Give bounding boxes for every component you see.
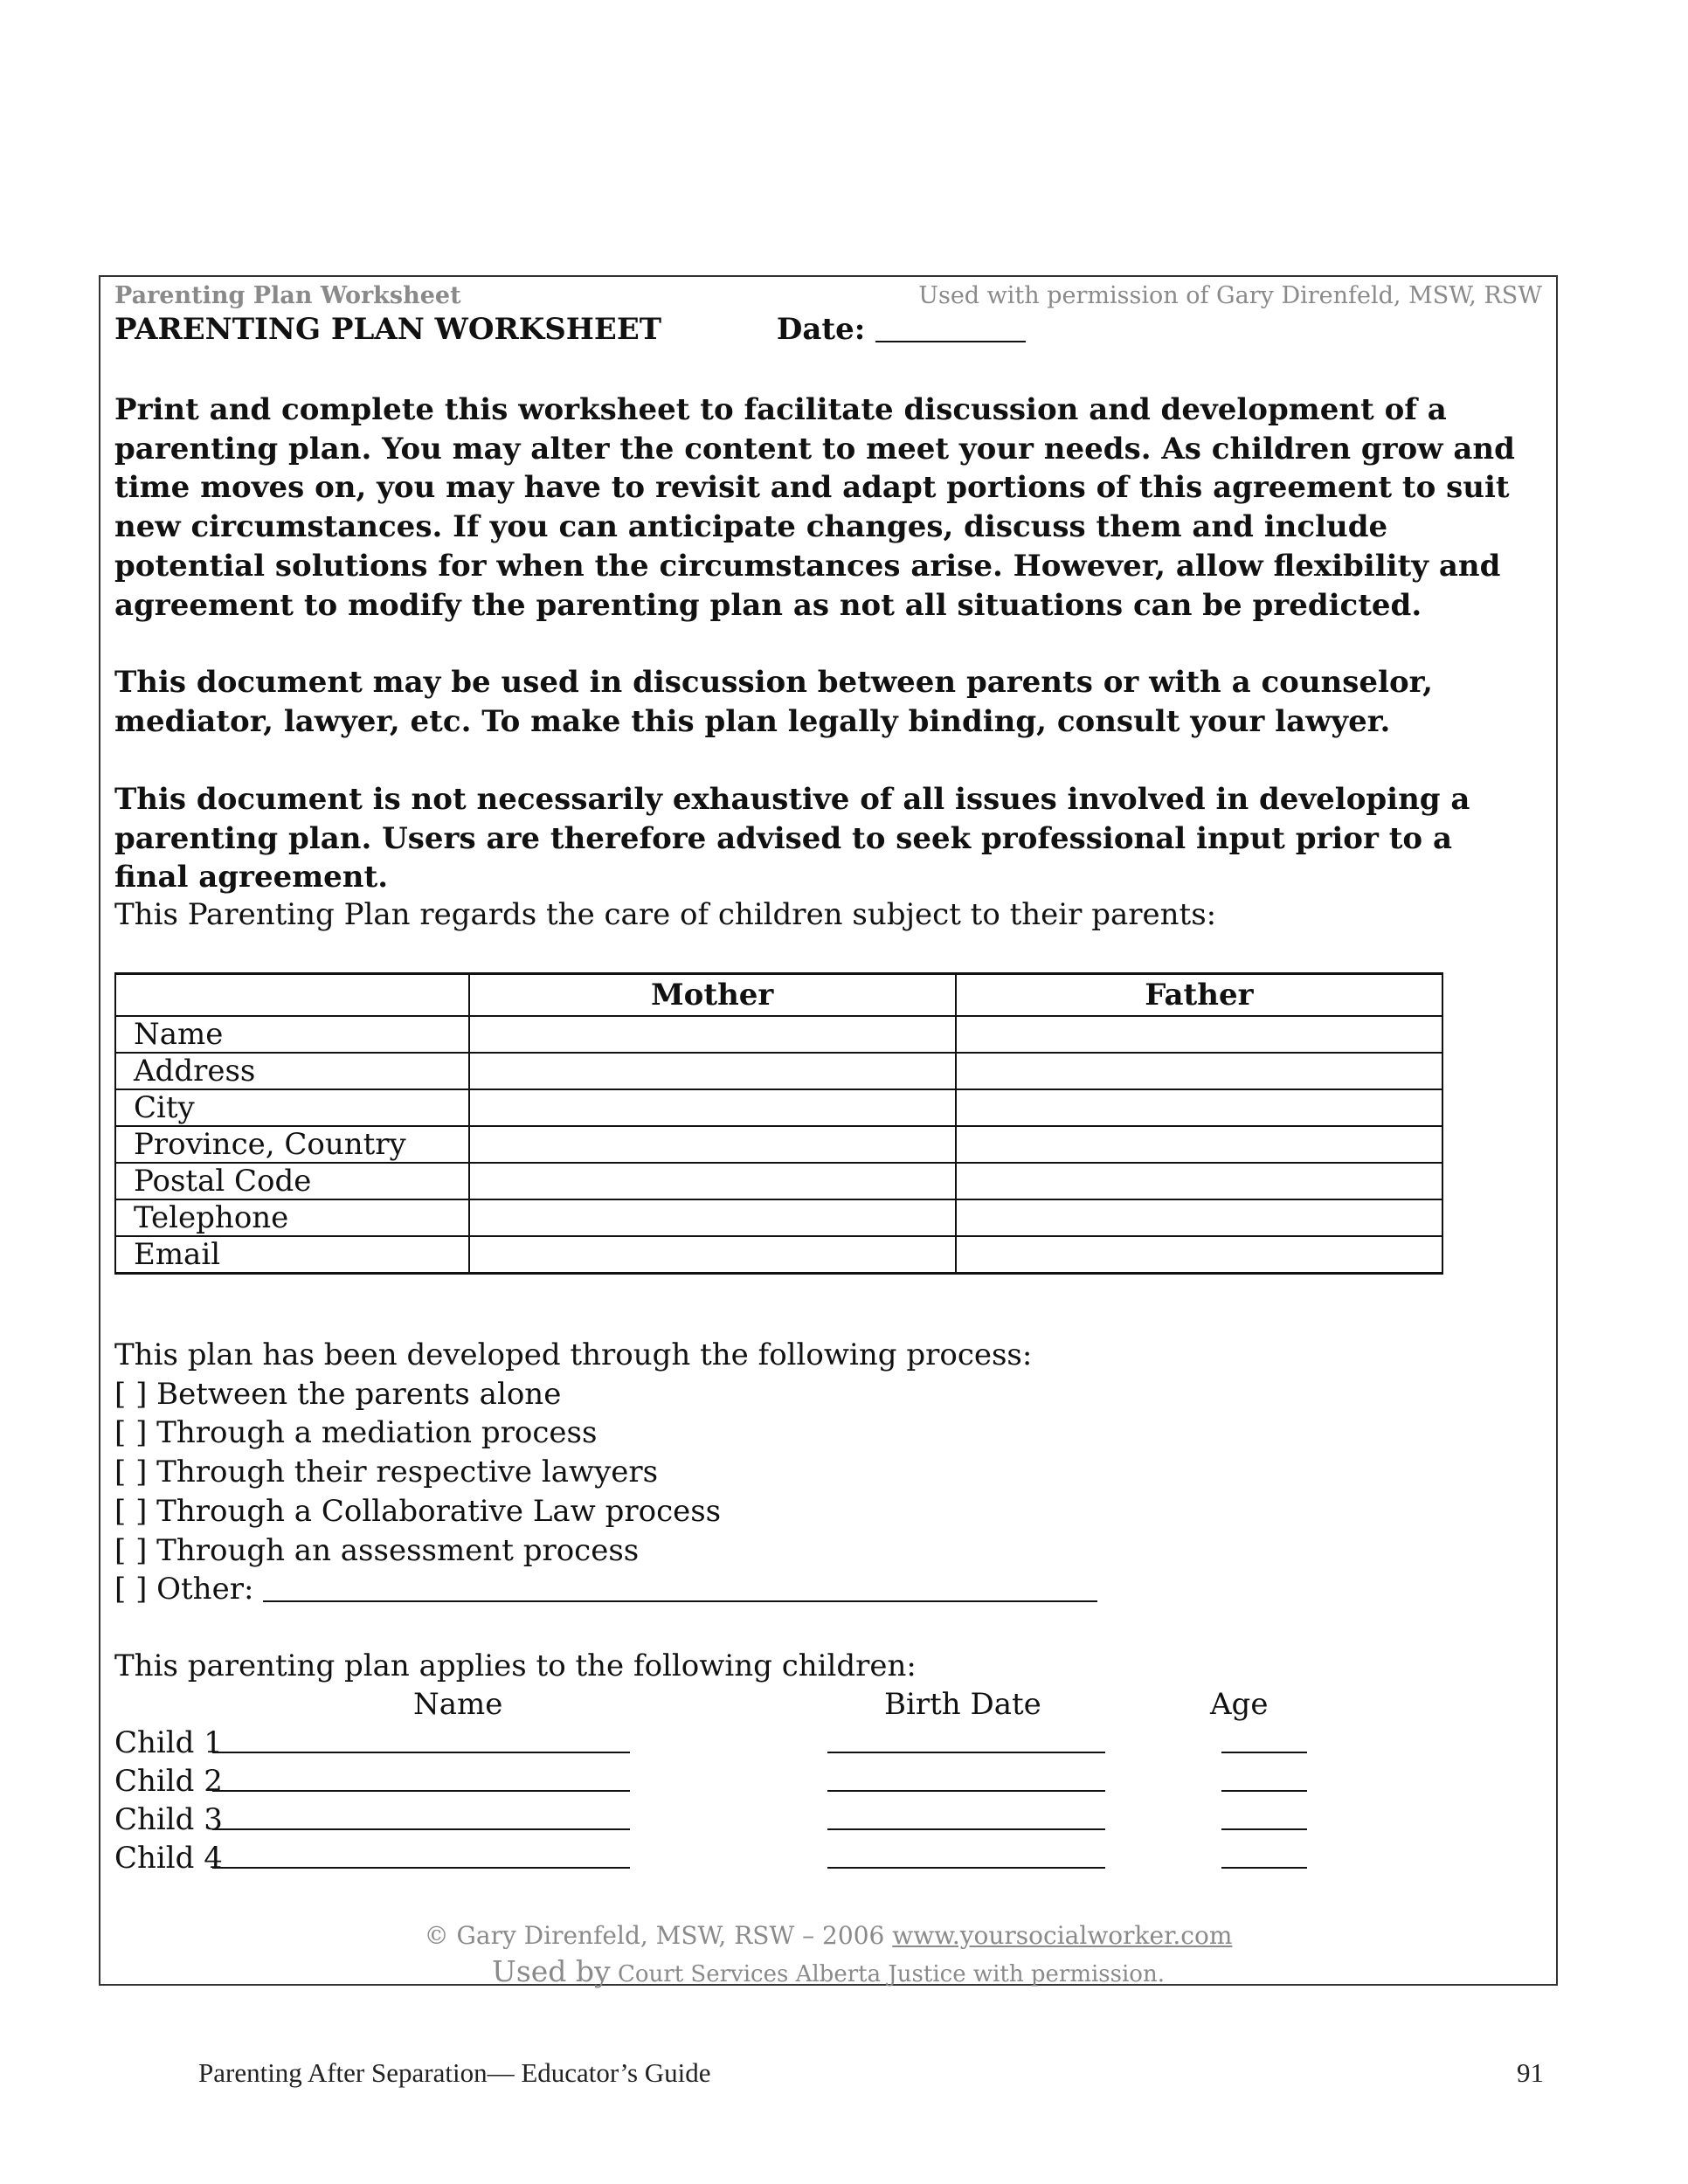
legal-paragraph: This document may be used in discussion between parents or with a counselor, mediator, lawyer, etc. To make this plan legally binding, consult your lawyer.: [114, 665, 1433, 739]
process-option-mediation[interactable]: [ ] Through a mediation process: [114, 1415, 598, 1451]
mother-cell[interactable]: [469, 1236, 956, 1274]
table-row: [115, 1236, 1442, 1274]
child-label: Child 1: [114, 1725, 223, 1760]
row-label: Province, Country: [115, 1126, 469, 1163]
other-label: [ ] Other:: [114, 1572, 254, 1607]
row-label: Email: [115, 1236, 469, 1274]
parent-info-table: [114, 972, 1443, 1275]
table-header-blank: [115, 974, 469, 1016]
children-col-name: Name: [413, 1687, 503, 1722]
process-option-assessment[interactable]: [ ] Through an assessment process: [114, 1532, 640, 1568]
father-cell[interactable]: [956, 1053, 1442, 1089]
worksheet-title: PARENTING PLAN WORKSHEET: [114, 312, 662, 347]
regards-paragraph: This Parenting Plan regards the care of children subject to their parents:: [114, 897, 1217, 932]
process-section: [114, 1336, 1097, 1609]
child-name-field[interactable]: [212, 1867, 630, 1869]
process-intro: This plan has been developed through the following process:: [114, 1337, 1033, 1372]
child-label: Child 4: [114, 1841, 223, 1876]
children-col-birth-date: Birth Date: [884, 1687, 1041, 1722]
child-age-field[interactable]: [1221, 1752, 1307, 1753]
table-row: [115, 1016, 1442, 1053]
copyright-line: [100, 1921, 1556, 1950]
disclaimer-paragraph: This document is not necessarily exhaustive of all issues involved in developing a parenting plan. Users are therefore advised to seek professional input prior to a final agreement.: [114, 782, 1470, 895]
mother-cell[interactable]: [469, 1199, 956, 1236]
used-by-label: Used by: [492, 1954, 611, 1988]
website-link[interactable]: www.yoursocialworker.com: [892, 1921, 1233, 1950]
child-row: [114, 1764, 223, 1799]
child-birth-date-field[interactable]: [827, 1828, 1105, 1830]
child-birth-date-field[interactable]: [827, 1790, 1105, 1792]
used-by-text: Court Services Alberta Justice with permission.: [617, 1961, 1165, 1987]
copyright-text: © Gary Direnfeld, MSW, RSW – 2006: [424, 1921, 885, 1950]
child-row: [114, 1725, 223, 1760]
page-number: 91: [1517, 2057, 1544, 2088]
child-birth-date-field[interactable]: [827, 1752, 1105, 1753]
child-label: Child 3: [114, 1802, 223, 1837]
child-age-field[interactable]: [1221, 1828, 1307, 1830]
mother-cell[interactable]: [469, 1126, 956, 1163]
table-row: [115, 1199, 1442, 1236]
child-age-field[interactable]: [1221, 1790, 1307, 1792]
date-field[interactable]: [875, 314, 1026, 342]
child-age-field[interactable]: [1221, 1867, 1307, 1869]
mother-cell[interactable]: [469, 1053, 956, 1089]
father-cell[interactable]: [956, 1236, 1442, 1274]
header-right: Used with permission of Gary Direnfeld, MSW, RSW: [918, 282, 1542, 309]
process-option-lawyers[interactable]: [ ] Through their respective lawyers: [114, 1455, 659, 1490]
child-birth-date-field[interactable]: [827, 1867, 1105, 1869]
table-row: [115, 1126, 1442, 1163]
other-field[interactable]: [263, 1574, 1097, 1602]
table-row: [115, 1053, 1442, 1089]
father-cell[interactable]: [956, 1199, 1442, 1236]
mother-cell[interactable]: [469, 1016, 956, 1053]
mother-cell[interactable]: [469, 1163, 956, 1199]
father-cell[interactable]: [956, 1163, 1442, 1199]
title-row: [114, 312, 1026, 347]
children-col-age: Age: [1210, 1687, 1269, 1722]
table-header-father: Father: [956, 974, 1442, 1016]
date-label: Date:: [776, 312, 866, 347]
table-row: [115, 1163, 1442, 1199]
process-option-parents-alone[interactable]: [ ] Between the parents alone: [114, 1376, 562, 1412]
row-label: Name: [115, 1016, 469, 1053]
book-title: Parenting After Separation— Educator’s Guide: [198, 2057, 711, 2088]
row-label: Address: [115, 1053, 469, 1089]
father-cell[interactable]: [956, 1126, 1442, 1163]
child-row: [114, 1802, 223, 1837]
process-option-other[interactable]: [114, 1570, 1097, 1609]
children-intro: This parenting plan applies to the following children:: [114, 1648, 917, 1683]
process-option-collaborative[interactable]: [ ] Through a Collaborative Law process: [114, 1493, 722, 1529]
table-row: [115, 1089, 1442, 1126]
father-cell[interactable]: [956, 1089, 1442, 1126]
row-label: City: [115, 1089, 469, 1126]
child-name-field[interactable]: [212, 1790, 630, 1792]
table-header-row: [115, 974, 1442, 1016]
mother-cell[interactable]: [469, 1089, 956, 1126]
child-row: [114, 1841, 223, 1876]
row-label: Postal Code: [115, 1163, 469, 1199]
worksheet-frame: [99, 275, 1558, 1986]
table-header-mother: Mother: [469, 974, 956, 1016]
intro-paragraph: Print and complete this worksheet to facilitate discussion and development of a parenting plan. You may alter the content to meet your needs. As children grow and time moves on, you may have to revisit and adapt portions of this agreement to suit new circumstances. If you can anticipate changes, discuss them and include potential solutions for when the circumstances arise. However, allow flexibility and agreement to modify the parenting plan as not all situations can be predicted.: [114, 392, 1515, 623]
child-name-field[interactable]: [212, 1828, 630, 1830]
used-by-line: [100, 1954, 1556, 1988]
row-label: Telephone: [115, 1199, 469, 1236]
child-name-field[interactable]: [212, 1752, 630, 1753]
header-left: Parenting Plan Worksheet: [114, 282, 461, 309]
father-cell[interactable]: [956, 1016, 1442, 1053]
child-label: Child 2: [114, 1764, 223, 1799]
